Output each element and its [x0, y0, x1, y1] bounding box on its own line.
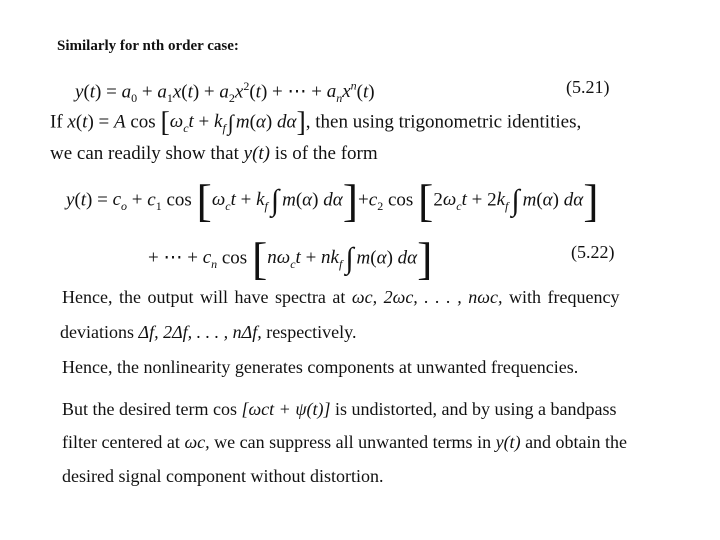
if-line: If x(t) = A $\cos [\omega_ct + k_f\int$ m(α) dα], then using trigonometric identities, [50, 107, 582, 138]
filter-line: filter centered at ωc, we can suppress all unwanted terms in y(t) and obtain the [62, 432, 628, 452]
equation-5-22-number: (5.22) [571, 242, 615, 262]
equation-5-22-line-2: + ⋯ + $c_n$ $\cos [n\omega_ct + nk_f$ ∫ m(α) dα] [148, 233, 433, 284]
slide-title: Similarly for nth order case: [57, 38, 239, 54]
if-word: If [50, 111, 63, 133]
equation-5-21: $y(t) = a_0 + a_1x(t) + a_2x^2(t)$ + ⋯ + $a_nx^n(t)$ [75, 79, 375, 106]
deviations-line: deviations Δf, 2Δf, . . . , nΔf, respectively. [60, 322, 357, 342]
nonlinearity-line: Hence, the nonlinearity generates components at unwanted frequencies. [62, 357, 579, 377]
signal-line: desired signal component without distortion. [62, 466, 384, 486]
equation-5-22-line-1: $y(t) = c_o + c_1$ $\cos [\omega_ct + k_f$ ∫ m(α) $d\alpha]+c_2$ $\cos [2\omega_ct + 2k_f$ ∫ m(α) dα] [66, 175, 599, 226]
desired-term-line: But the desired term cos [ωct + ψ(t)] is undistorted, and by using a bandpass [62, 399, 617, 419]
readily-line: we can readily show that y(t) is of the form [50, 143, 378, 164]
hence-output-line: Hence, the output will have spectra at ωc, 2ωc, . . . , nωc, with frequency [62, 287, 620, 307]
equation-5-21-number: (5.21) [566, 77, 610, 97]
trig-identities-text: then using trigonometric identities, [315, 111, 582, 133]
